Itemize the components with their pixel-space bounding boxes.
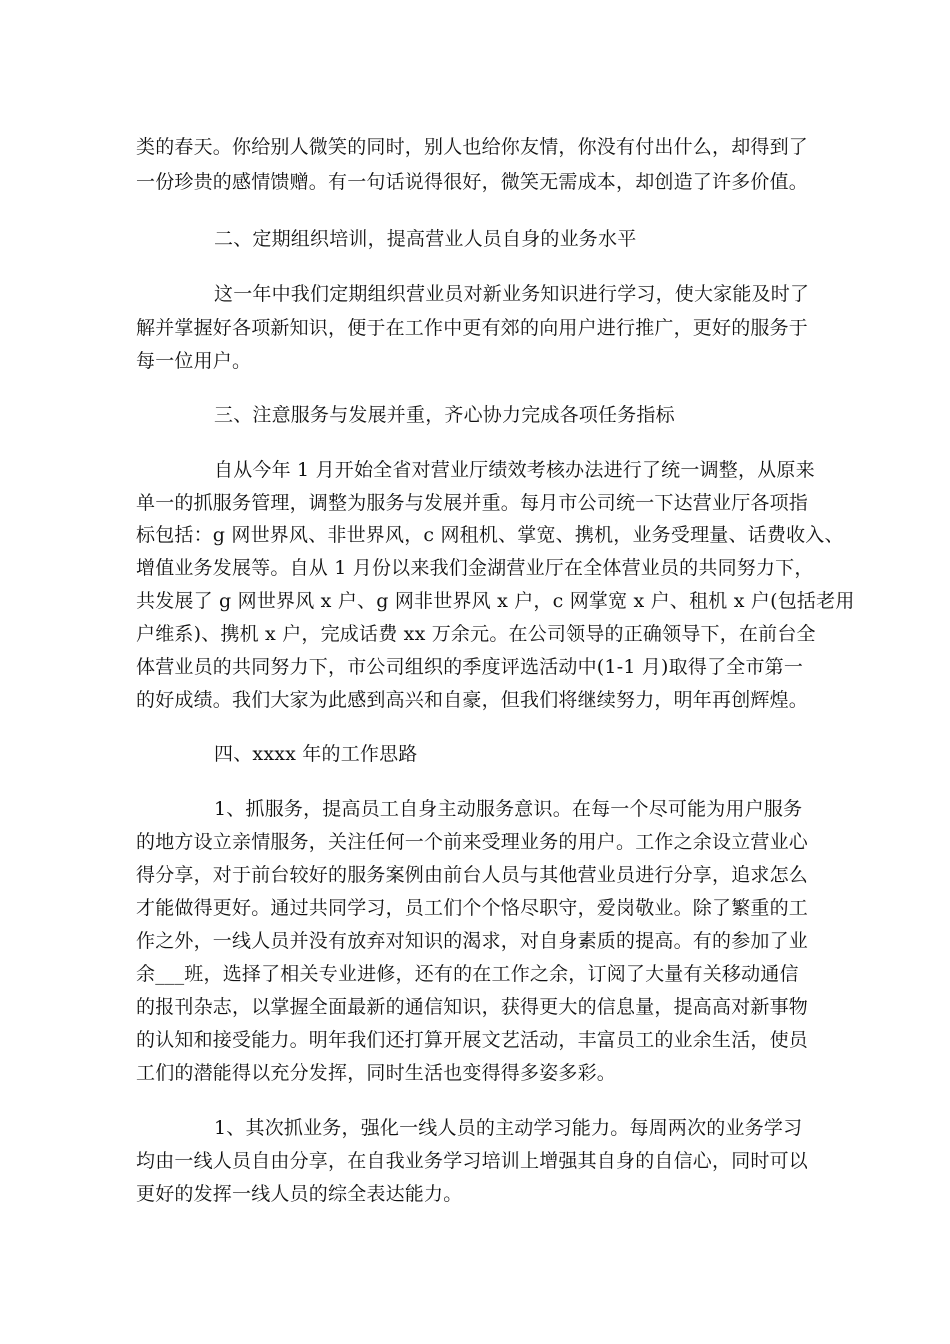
text-line: 一份珍贵的感情馈赠。有一句话说得很好，微笑无需成本，却创造了许多价值。 xyxy=(136,171,809,193)
text-line: 得分享，对于前台较好的服务案例由前台人员与其他营业员进行分享，追求怎么 xyxy=(136,864,809,886)
text-line: 更好的发挥一线人员的综全表达能力。 xyxy=(136,1183,463,1205)
section-heading: 四、xxxx 年的工作思路 xyxy=(214,743,418,765)
text-line: 的好成绩。我们大家为此感到高兴和自豪，但我们将继续努力，明年再创辉煌。 xyxy=(136,689,809,711)
section-heading: 三、注意服务与发展并重，齐心协力完成各项任务指标 xyxy=(214,404,675,426)
text-line: 1、其次抓业务，强化一线人员的主动学习能力。每周两次的业务学习 xyxy=(214,1117,803,1139)
text-line: 均由一线人员自由分享，在自我业务学习培训上增强其自身的自信心，同时可以 xyxy=(136,1150,809,1172)
text-line: 类的春天。你给别人微笑的同时，别人也给你友情，你没有付出什么，却得到了 xyxy=(136,136,809,158)
text-line: 的地方设立亲情服务，关注任何一个前来受理业务的用户。工作之余设立营业心 xyxy=(136,831,809,853)
text-line: 才能做得更好。通过共同学习，员工们个个恪尽职守，爱岗敬业。除了繁重的工 xyxy=(136,897,809,919)
text-line: 作之外，一线人员并没有放弃对知识的渴求，对自身素质的提高。有的参加了业 xyxy=(136,930,809,952)
text-line: 的报刊杂志，以掌握全面最新的通信知识，获得更大的信息量，提高高对新事物 xyxy=(136,996,809,1018)
text-line: 的认知和接受能力。明年我们还打算开展文艺活动，丰富员工的业余生活，使员 xyxy=(136,1029,809,1051)
text-line: 增值业务发展等。自从 1 月份以来我们金湖营业厅在全体营业员的共同努力下， xyxy=(136,557,814,579)
section-heading: 二、定期组织培训，提高营业人员自身的业务水平 xyxy=(214,228,637,250)
text-line: 余___班，选择了相关专业进修，还有的在工作之余，订阅了大量有关移动通信 xyxy=(136,963,799,985)
text-line: 体营业员的共同努力下，市公司组织的季度评选活动中(1-1 月)取得了全市第一 xyxy=(136,656,804,678)
text-line: 标包括：g 网世界风、非世界风，c 网租机、掌宽、携机，业务受理量、话费收入、 xyxy=(136,524,844,546)
text-line: 1、抓服务，提高员工自身主动服务意识。在每一个尽可能为用户服务 xyxy=(214,798,803,820)
text-line: 这一年中我们定期组织营业员对新业务知识进行学习，使大家能及时了 xyxy=(214,283,810,305)
text-line: 户维系)、携机 x 户，完成话费 xx 万余元。在公司领导的正确领导下，在前台全 xyxy=(136,623,816,645)
text-line: 自从今年 1 月开始全省对营业厅绩效考核办法进行了统一调整，从原来 xyxy=(214,459,815,481)
text-line: 共发展了 g 网世界风 x 户、g 网非世界风 x 户，c 网掌宽 x 户、租机 x 户(包括老用 xyxy=(136,590,855,612)
text-line: 单一的抓服务管理，调整为服务与发展并重。每月市公司统一下达营业厅各项指 xyxy=(136,492,809,514)
text-line: 每一位用户。 xyxy=(136,350,252,372)
text-line: 解并掌握好各项新知识，便于在工作中更有郊的向用户进行推广，更好的服务于 xyxy=(136,317,809,339)
text-line: 工们的潜能得以充分发挥，同时生活也变得得多姿多彩。 xyxy=(136,1062,617,1084)
